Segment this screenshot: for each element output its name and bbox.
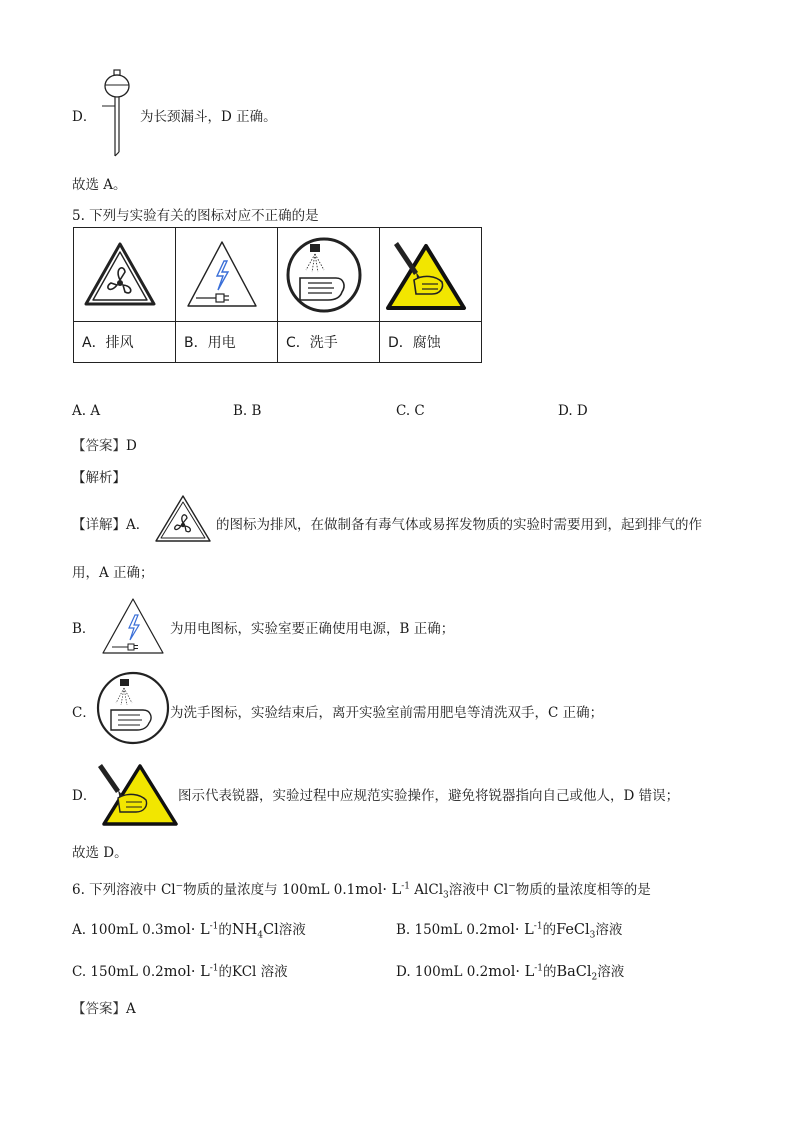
detail-d-text: 图示代表锐器，实验过程中应规范实验操作，避免将锐器指向自己或他人，D 错误； [178,788,680,804]
option-d-text: 为长颈漏斗，D 正确。 [140,109,277,125]
detail-a-text1: 的图标为排风，在做制备有毒气体或易挥发物质的实验时需要用到，起到排气的作 [216,517,702,533]
q5-answer-line [72,434,137,454]
detail-exhaust-fan-icon [152,493,214,549]
q6-c-tail: 溶液 [256,964,288,980]
q6-a-chem: NH [231,922,258,938]
q6-c-sup: -1 [209,963,219,974]
q6-answer-line [72,997,136,1017]
q6-d-post: 的 [542,964,557,980]
detail-electricity-icon [100,596,166,660]
q6-a-sub: 4 [257,930,263,941]
detail-sharp-object-icon [96,760,180,832]
q6-a-post: 的 [218,922,232,938]
q6-d-chem: BaCl [556,964,592,980]
q6-c-post: 的 [218,964,232,980]
q6-sub-3: 3 [443,890,449,901]
exhaust-fan-icon [74,228,175,321]
q6-answer-tag: 【答案】 [72,1001,126,1017]
q5-conclusion: 故选 D。 [72,845,128,861]
q6-answer-value: A [126,1001,136,1017]
answer-value: D [126,438,137,454]
detail-b-text: 为用电图标，实验室要正确使用电源，B 正确； [170,621,455,637]
option-d-prefix: D． [72,109,97,125]
q6-d-unit: mol· L [488,964,535,980]
q6-sup-minus-1: − [175,881,184,892]
long-neck-funnel-icon [100,68,134,164]
q6-stem-unit: mol· L [355,882,402,898]
cell-wash [278,228,380,322]
q6-c-pre: C. 150mL 0.2 [72,964,164,980]
detail-hand-wash-icon [95,670,171,750]
q6-option-d [396,960,624,983]
hand-wash-icon [278,228,379,321]
label-exhaust: A．排风 [74,322,176,363]
q5-option-d: D. D [558,403,588,419]
option-d-funnel-line [72,105,96,125]
label-corrosion: D．腐蚀 [380,322,482,363]
q6-stem-part-a: 6. 下列溶液中 Cl [72,882,176,898]
q5-stem: 5. 下列与实验有关的图标对应不正确的是 [72,208,319,224]
q6-option-c [72,960,288,980]
electricity-icon [176,228,277,321]
detail-c-text: 为洗手图标，实验结束后，离开实验室前需用肥皂等清洗双手，C 正确； [170,705,604,721]
q6-c-unit: mol· L [163,964,210,980]
detail-c-prefix: C． [72,705,96,721]
detail-a-prefix: 【详解】A． [72,517,150,533]
q6-a-unit: mol· L [163,922,210,938]
sharp-object-warning-icon [380,228,481,321]
q6-c-chem: KCl [231,964,257,980]
q6-a-tail: 溶液 [278,922,306,938]
q6-b-tail: 溶液 [595,922,623,938]
cell-electric [176,228,278,322]
q5-option-b: B. B [233,403,262,419]
q6-b-post: 的 [542,922,557,938]
q6-stem [72,878,651,901]
q6-option-b [396,918,622,941]
label-wash: C．洗手 [278,322,380,363]
conclusion-a: 故选 A。 [72,177,127,193]
cell-exhaust [74,228,176,322]
answer-tag: 【答案】 [72,438,126,454]
q5-analysis-tag: 【解析】 [72,470,126,486]
q6-b-sub: 3 [589,930,596,941]
q6-sup-minus-2: − [508,881,516,892]
q6-stem-part-b: 物质的量浓度与 100mL 0.1 [183,882,356,898]
q6-d-sub: 2 [591,972,598,983]
q6-a-sup: -1 [209,921,219,932]
label-electric: B．用电 [176,322,278,363]
detail-d-prefix: D． [72,788,97,804]
q5-option-a: A. A [72,403,101,419]
q6-d-tail: 溶液 [597,964,625,980]
q6-d-pre: D. 100mL 0.2 [396,964,489,980]
q6-sup-minus1: -1 [401,881,411,892]
q6-b-chem: FeCl [556,922,590,938]
detail-a-text2: 用，A 正确； [72,565,154,581]
q5-icon-table [73,227,482,363]
detail-b-prefix: B． [72,621,96,637]
cell-corrosion [380,228,482,322]
q6-d-sup: -1 [534,963,543,974]
q5-option-c: C. C [396,403,425,419]
q6-b-pre: B. 150mL 0.2 [396,922,488,938]
q6-b-unit: mol· L [487,922,534,938]
q6-a-pre: A. 100mL 0.3 [72,922,164,938]
q6-a-chem2: Cl [262,922,279,938]
q6-option-a [72,918,306,941]
q6-b-sup: -1 [533,921,543,932]
q6-stem-alcl: AlCl [410,882,444,898]
q6-stem-part-e: 溶液中 Cl [448,882,509,898]
q6-stem-part-f: 物质的量浓度相等的是 [515,882,651,898]
